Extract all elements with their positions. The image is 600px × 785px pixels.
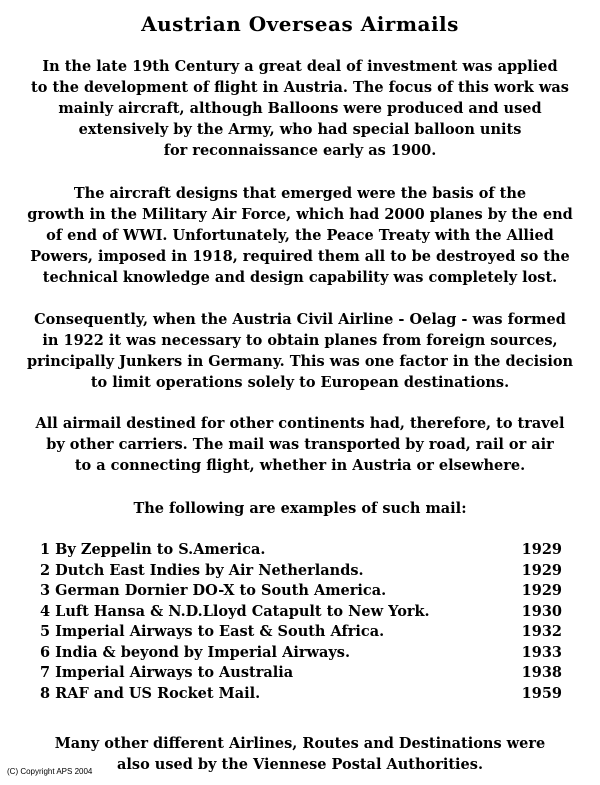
copyright-notice: (C) Copyright APS 2004 xyxy=(7,767,93,776)
example-year: 1938 xyxy=(521,664,562,681)
civil-airline-paragraph xyxy=(14,309,586,393)
example-label: 6 India & beyond by Imperial Airways. xyxy=(40,643,350,661)
page-title: Austrian Overseas Airmails xyxy=(141,12,459,36)
closing-line: Many other different Airlines, Routes and Destinations were xyxy=(54,735,546,752)
example-label: 2 Dutch East Indies by Air Netherlands. xyxy=(40,561,364,579)
example-item xyxy=(40,643,562,664)
example-item xyxy=(40,622,562,643)
example-label: 1 By Zeppelin to S.America. xyxy=(40,541,266,558)
example-year: 1959 xyxy=(521,684,562,702)
example-year: 1933 xyxy=(521,643,562,661)
example-label: 8 RAF and US Rocket Mail. xyxy=(40,684,261,702)
paragraph-line: In the late 19th Century a great deal of investment was applied xyxy=(42,58,558,75)
example-label: 5 Imperial Airways to East & South Africa. xyxy=(40,623,385,640)
example-label: 3 German Dornier DO-X to South America. xyxy=(40,582,387,599)
example-year: 1929 xyxy=(521,561,562,579)
examples-list xyxy=(40,540,562,704)
paragraph-line: in 1922 it was necessary to obtain planes from foreign sources, xyxy=(42,332,558,349)
example-year: 1930 xyxy=(521,602,562,620)
paragraph-line: by other carriers. The mail was transported by road, rail or air xyxy=(46,436,554,453)
example-label: 4 Luft Hansa & N.D.Lloyd Catapult to New York. xyxy=(40,602,430,620)
example-year: 1929 xyxy=(521,582,562,599)
example-item xyxy=(40,602,562,623)
paragraph-line: mainly aircraft, although Balloons were produced and used xyxy=(58,100,542,117)
paragraph-line: Powers, imposed in 1918, required them all to be destroyed so the xyxy=(30,248,570,265)
intro-paragraph xyxy=(14,56,586,161)
paragraph-line: to limit operations solely to European destinations. xyxy=(90,374,510,391)
military-paragraph xyxy=(14,183,586,288)
paragraph-line: The aircraft designs that emerged were the basis of the xyxy=(73,185,527,202)
example-item xyxy=(40,663,562,684)
paragraph-line: for reconnaissance early as 1900. xyxy=(163,142,437,159)
example-label: 7 Imperial Airways to Australia xyxy=(40,664,294,681)
example-year: 1932 xyxy=(521,623,562,640)
paragraph-line: Consequently, when the Austria Civil Airline - Oelag - was formed xyxy=(34,311,566,328)
example-item xyxy=(40,581,562,602)
example-item xyxy=(40,540,562,561)
paragraph-line: technical knowledge and design capability was completely lost. xyxy=(42,269,558,286)
paragraph-line: to the development of flight in Austria. The focus of this work was xyxy=(31,79,569,96)
closing-line: also used by the Viennese Postal Authorities. xyxy=(117,756,483,773)
paragraph-line: All airmail destined for other continents had, therefore, to travel xyxy=(35,415,565,432)
examples-intro: The following are examples of such mail: xyxy=(133,500,467,517)
example-year: 1929 xyxy=(521,541,562,558)
paragraph-line: growth in the Military Air Force, which had 2000 planes by the end xyxy=(27,206,573,223)
paragraph-line: to a connecting flight, whether in Austria or elsewhere. xyxy=(74,457,526,474)
paragraph-line: principally Junkers in Germany. This was one factor in the decision xyxy=(26,353,574,370)
paragraph-line: extensively by the Army, who had special balloon units xyxy=(78,121,522,138)
example-item xyxy=(40,684,562,705)
example-item xyxy=(40,561,562,582)
airmail-paragraph xyxy=(14,413,586,476)
paragraph-line: of end of WWI. Unfortunately, the Peace Treaty with the Allied xyxy=(46,227,554,244)
